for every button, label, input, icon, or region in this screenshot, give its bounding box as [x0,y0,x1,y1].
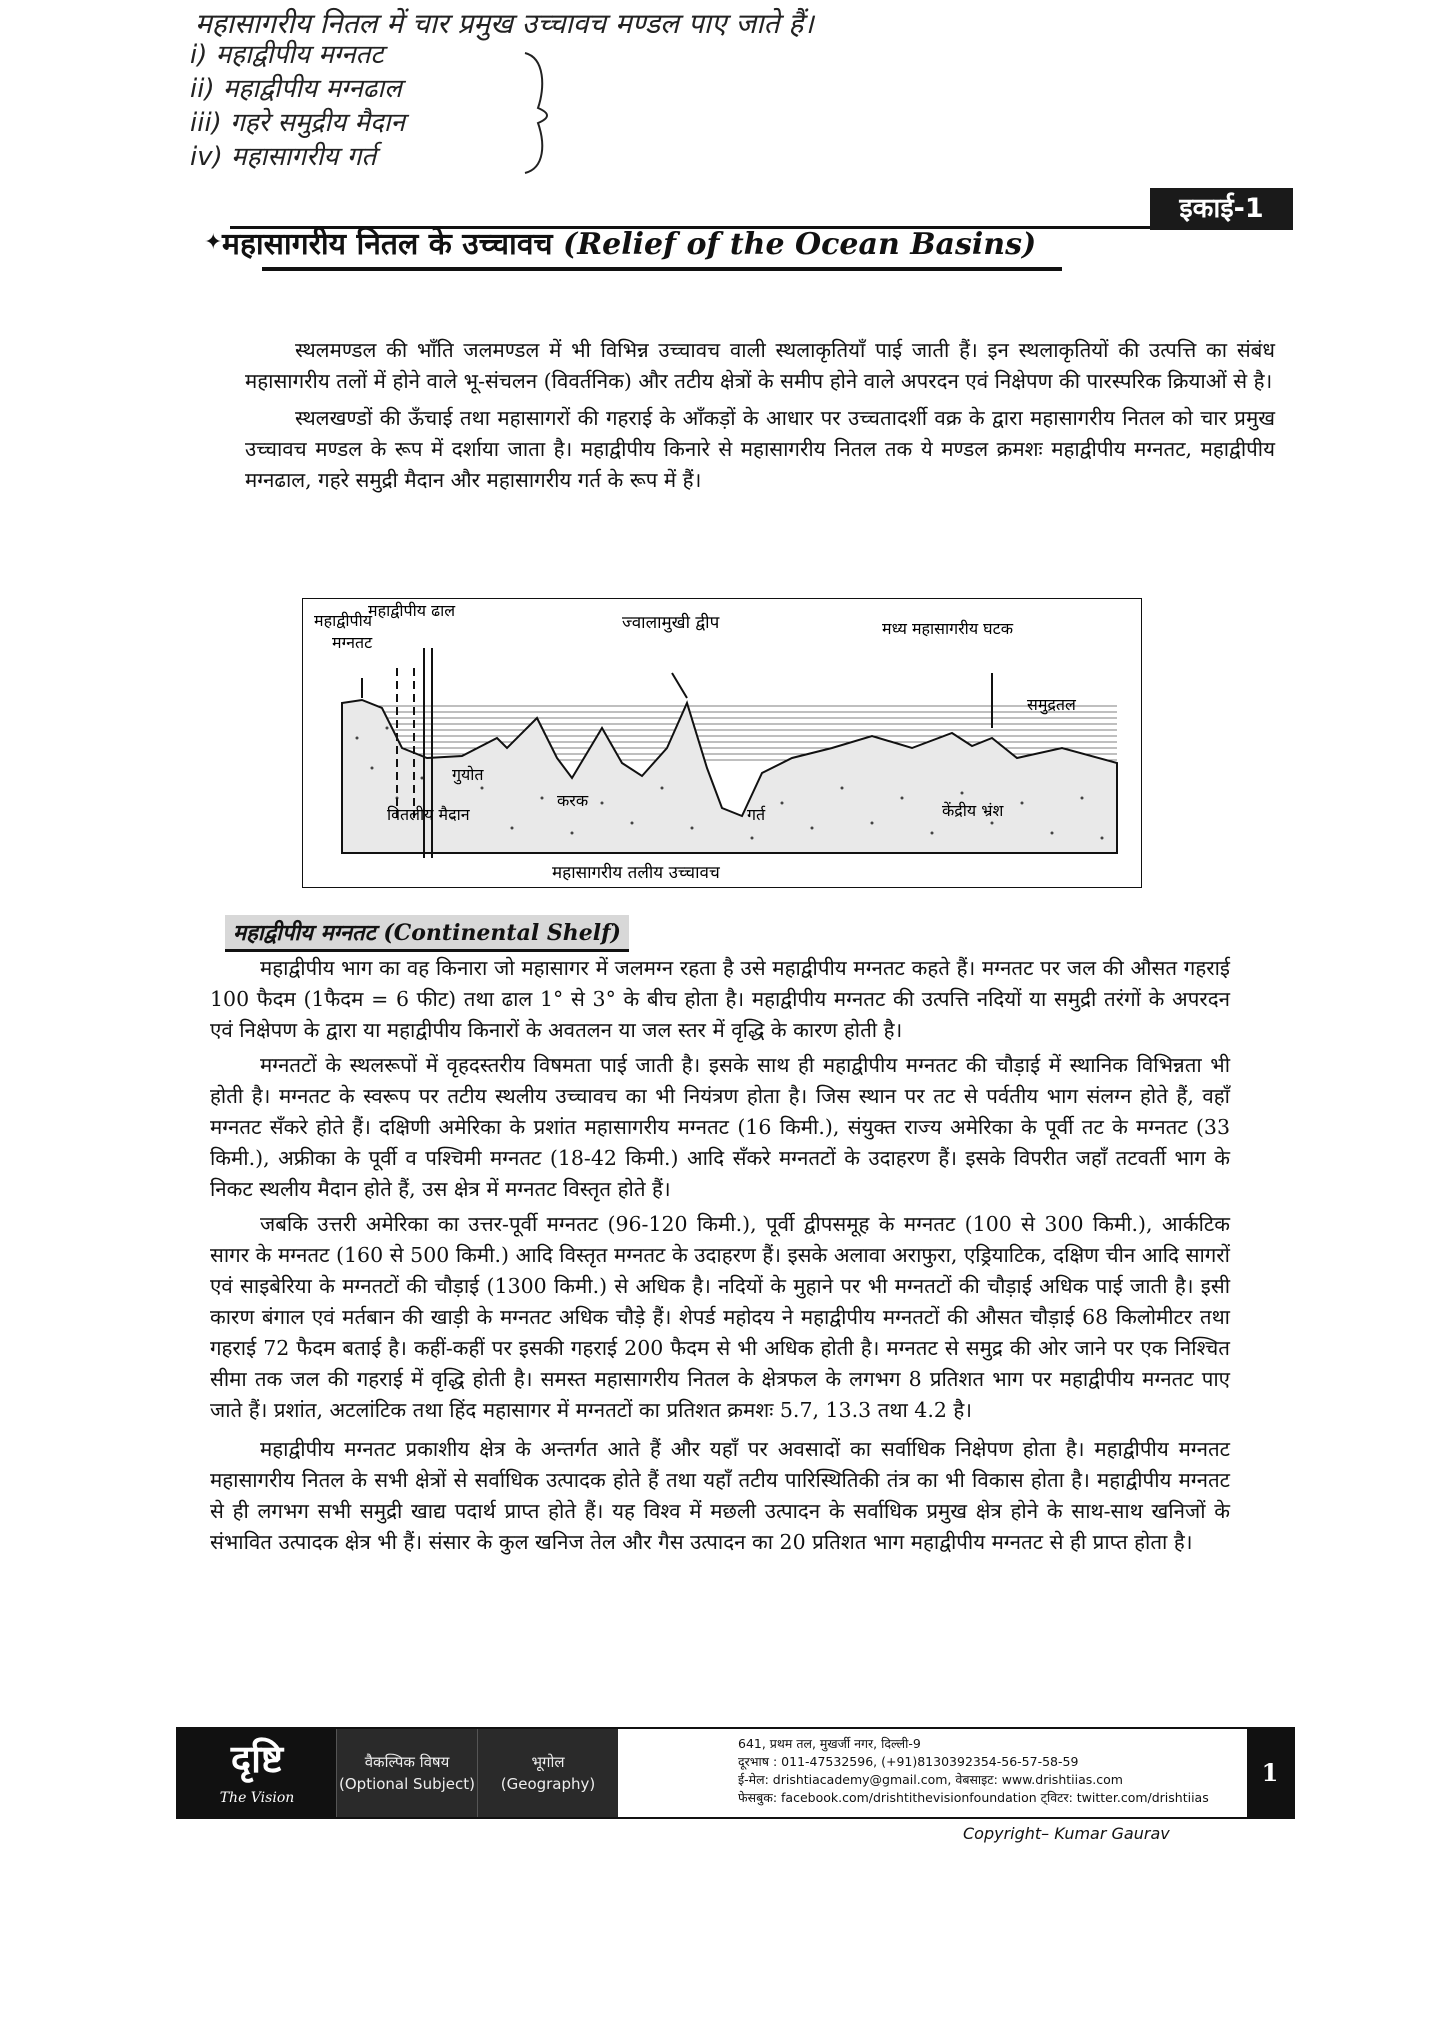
label-trench: गर्त [747,805,766,824]
logo-text: दृष्टि [230,1736,284,1781]
label-ridge: करक [557,791,589,810]
chapter-title-block [204,222,1122,271]
paragraph: स्थलमण्डल की भाँति जलमण्डल में भी विभिन्न उच्चावच वाली स्थलाकृतियाँ पाई जाती हैं। इन स्थलाकृतियों की उत्पत्ति का संबंध महासागरीय तलों में होने वाले भू-संचलन (विवर्तनिक) और तटीय क्षेत्रों के समीप होने वाले अपरदन एवं निक्षेपण की पारस्परिक क्रियाओं से है। [245,338,1275,393]
paragraph: मग्नतटों के स्थलरूपों में वृहदस्तरीय विषमता पाई जाती है। इसके साथ ही महाद्वीपीय मग्नतट की चौड़ाई में स्थानिक विभिन्नता भी होती है। मग्नतट के स्वरूप पर तटीय स्थलीय उच्चावच का भी नियंत्रण होता है। जिस स्थान पर तट से पर्वतीय भाग संलग्न होते हैं, वहाँ मग्नतट सँकरे होते हैं। दक्षिणी अमेरिका के प्रशांत महासागरीय मग्नतट (16 किमी.), संयुक्त राज्य अमेरिका के पूर्वी तट के मग्नतट (33 किमी.), अफ्रीका के पूर्वी व पश्चिमी मग्नतट (18-42 किमी.) आदि सँकरे मग्नतटों के उदाहरण हैं। इसके विपरीत जहाँ तटवर्ती भाग के निकट स्थलीय मैदान होते हैं, उस क्षेत्र में मग्नतट विस्तृत होते हैं। [210,1053,1230,1201]
paragraph: महाद्वीपीय भाग का वह किनारा जो महासागर में जलमग्न रहता है उसे महाद्वीपीय मग्नतट कहते हैं। मग्नतट पर जल की औसत गहराई 100 फैदम (1फैदम = 6 फीट) तथा ढाल 1° से 3° के बीच होता है। महाद्वीपीय मग्नतट की उत्पत्ति नदियों या समुद्री तरंगों के अपरदन एवं निक्षेपण के द्वारा या महाद्वीपीय किनारों के अवतलन या जल स्तर में वृद्धि के कारण होती है। [210,956,1230,1042]
page-number: 1 [1247,1729,1293,1817]
handwritten-item: i) महाद्वीपीय मग्नतट [190,40,384,70]
handwritten-list [190,38,405,174]
footer-email: ई-मेल: drishtiacademy@gmail.com, वेबसाइट: www.drishtiias.com [738,1772,1123,1787]
ocean-relief-diagram [302,598,1142,888]
footer-address: 641, प्रथम तल, मुखर्जी नगर, दिल्ली-9 [738,1736,921,1751]
logo-subtext: The Vision [219,1790,295,1806]
publisher-logo [178,1729,336,1817]
page-footer [176,1727,1295,1819]
handwritten-item: ii) महाद्वीपीय मग्नढाल [190,74,402,104]
label-slope: महाद्वीपीय ढाल [368,601,456,620]
intro-text [245,335,1275,496]
handwritten-brace [520,48,560,178]
bullet-icon: ✦ [204,230,223,255]
diagram-caption: महासागरीय तलीय उच्चावच [552,863,720,883]
section-heading: महाद्वीपीय मग्नतट (Continental Shelf) [225,915,629,952]
paragraph: स्थलखण्डों की ऊँचाई तथा महासागरों की गहराई के आँकड़ों के आधार पर उच्चतादर्शी वक्र के द्वारा महासागरीय नितल को चार प्रमुख उच्चावच मण्डल के रूप में दर्शाया जाता है। महाद्वीपीय किनारे से महासागरीय नितल तक ये मण्डल क्रमशः महाद्वीपीय मग्नतट, महाद्वीपीय मग्नढाल, गहरे समुद्री मैदान और महासागरीय गर्त के रूप में हैं। [245,406,1275,492]
label-shelf-line1: महाद्वीपीय [314,611,373,630]
footer-contact [618,1729,1247,1817]
paragraph: महाद्वीपीय मग्नतट प्रकाशीय क्षेत्र के अन्तर्गत आते हैं और यहाँ पर अवसादों का सर्वाधिक निक्षेपण होता है। महाद्वीपीय मग्नतट महासागरीय नितल के सभी क्षेत्रों से सर्वाधिक उत्पादक होते हैं तथा यहाँ तटीय पारिस्थितिकी तंत्र का भी विकास होता है। महाद्वीपीय मग्नतट से ही लगभग सभी समुद्री खाद्य पदार्थ प्राप्त होते हैं। यह विश्व में मछली उत्पादन के सर्वाधिक प्रमुख क्षेत्र होने के साथ-साथ खनिजों के संभावित उत्पादक क्षेत्र भी हैं। संसार के कुल खनिज तेल और गैस उत्पादन का 20 प्रतिशत भाग महाद्वीपीय मग्नतट से ही प्राप्त होता है। [210,1437,1230,1554]
footer-phone: दूरभाष : 011-47532596, (+91)8130392354-56-57-58-59 [738,1754,1079,1769]
handwritten-item: iv) महासागरीय गर्त [190,142,377,172]
unit-badge: इकाई-1 [1150,188,1293,230]
label-abyssal-plain: वितलीय मैदान [387,805,470,824]
handwritten-top-line: महासागरीय नितल में चार प्रमुख उच्चावच मण्डल पाए जाते हैं। [195,7,814,40]
label-volcanic-island: ज्वालामुखी द्वीप [622,613,720,633]
copyright-text: Copyright– Kumar Gaurav [963,1824,1170,1843]
footer-box-line: (Optional Subject) [339,1775,475,1793]
chapter-title-english: (Relief of the Ocean Basins) [563,227,1037,262]
chapter-title [222,222,1122,263]
footer-box-subject [336,1729,477,1817]
handwritten-item: iii) गहरे समुद्रीय मैदान [190,108,405,138]
label-sea-surface: समुद्रतल [1027,695,1076,714]
footer-box-line: (Geography) [500,1775,596,1793]
label-shelf-line2: मग्नतट [332,633,373,652]
label-central-rift: केंद्रीय भ्रंश [942,801,1004,820]
footer-box-line: वैकल्पिक विषय [364,1753,450,1771]
paragraph: जबकि उत्तरी अमेरिका का उत्तर-पूर्वी मग्नतट (96-120 किमी.), पूर्वी द्वीपसमूह के मग्नतट (100 से 300 किमी.), आर्कटिक सागर के मग्नतट (160 से 500 किमी.) आदि विस्तृत मग्नतट के उदाहरण हैं। इसके अलावा अराफुरा, एड्रियाटिक, दक्षिण चीन आदि सागरों एवं साइबेरिया के मग्नतटों की चौड़ाई (1300 किमी.) से अधिक है। नदियों के मुहाने पर भी मग्नतटों की चौड़ाई अधिक पाई जाती है। इसी कारण बंगाल एवं मर्तबान की खाड़ी के मग्नतट अधिक चौड़े हैं। शेपर्ड महोदय ने महाद्वीपीय मग्नतटों की औसत चौड़ाई 68 किलोमीटर तथा गहराई 72 फैदम बताई है। कहीं-कहीं पर इसकी गहराई 200 फैदम से भी अधिक होती है। मग्नतट से समुद्र की ओर जाने पर एक निश्चित सीमा तक जल की गहराई में वृद्धि होती है। समस्त महासागरीय नितल के क्षेत्रफल के लगभग 8 प्रतिशत भाग पर महाद्वीपीय मग्नतट पाए जाते हैं। प्रशांत, अटलांटिक तथा हिंद महासागर में मग्नतटों का प्रतिशत क्रमशः 5.7, 13.3 तथा 4.2 है। [210,1212,1230,1422]
footer-box-line: भूगोल [531,1753,565,1771]
title-underline [262,267,1062,271]
label-guyot: गुयोत [452,765,484,784]
section-text [210,953,1230,1558]
label-mid-ocean-ridge: मध्य महासागरीय घटक [882,619,1013,638]
footer-social: फेसबुक: facebook.com/drishtithevisionfoundation ट्विटर: twitter.com/drishtiias [738,1790,1209,1805]
chapter-title-hindi: महासागरीय नितल के उच्चावच [222,227,553,262]
footer-box-geography [477,1729,618,1817]
